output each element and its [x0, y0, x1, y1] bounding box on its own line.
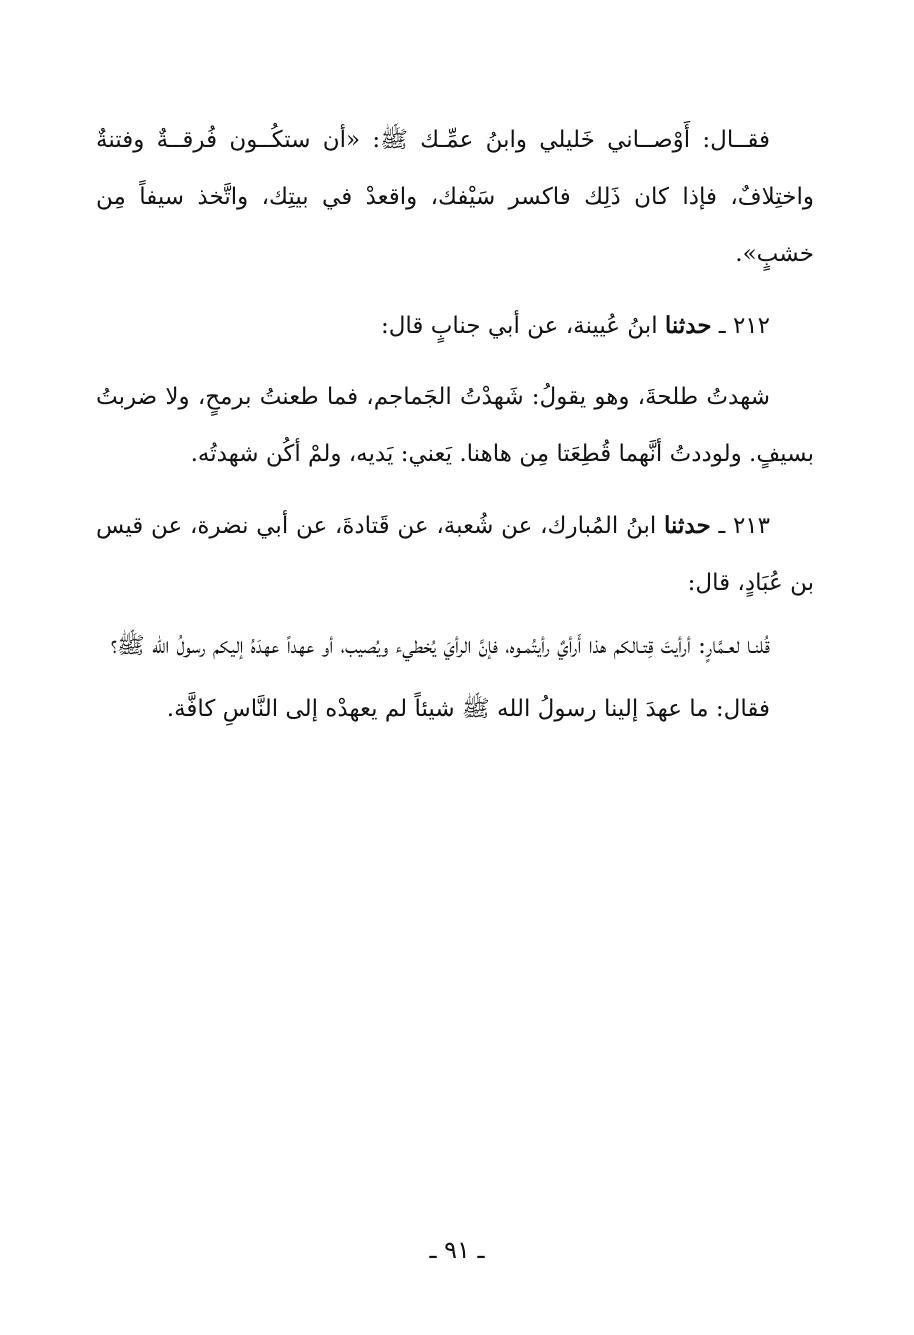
hadith-keyword: حدثنا	[664, 512, 711, 539]
hadith-212-text: شهدتُ طلحةَ، وهو يقولُ: شَهدْتُ الجَماجم، فما طعنتُ برمحٍ، ولا ضربتُ بسيفٍ. ولوددتُ أنَّهما قُطِعَتا مِن هاهنا. يَعني: يَديه، ولمْ أكُن شهدتُه.	[96, 384, 814, 467]
paragraph-narration-end: فقــال: أَوْصــاني خَليلي وابنُ عمِّـك ﷺ: «أن ستكُــون فُرقــةٌ وفتنةٌ واختِلافٌ، فإذا كان ذَلِك فاكسر سَيْفك، واقعدْ في بيتِك، واتَّخذ سيفاً مِن خشبٍ».	[96, 127, 814, 267]
hadith-213-answer: فقال: ما عهدَ إلينا رسولُ الله ﷺ شيئاً لم يعهدْه إلى النَّاسِ كافَّة.	[166, 696, 770, 722]
hadith-chain: ابنُ المُبارك، عن شُعبة، عن قَتادةَ، عن أبي نضرة، عن قيس بن عُبَادٍ، قال:	[96, 513, 814, 596]
hadith-212-heading	[96, 297, 814, 355]
hadith-number: ٢١٢ ـ	[718, 313, 770, 339]
hadith-chain: ابنُ عُيينة، عن أبي جنابٍ قال:	[380, 313, 658, 339]
hadith-keyword: حدثنا	[664, 312, 712, 339]
page-body	[96, 112, 814, 738]
page-number: ـ ٩١ ـ	[429, 1236, 485, 1264]
hadith-number: ٢١٣ ـ	[718, 513, 770, 539]
hadith-213-heading	[96, 497, 814, 612]
hadith-213-question: قُلنـا لعـمَّارٍ: أرأيتَ قِتـالكم هذا أَرأيٌ رأيتُمـوه، فإنَّ الرأيَ يُخطيء ويُصيب، أو عهداً عهدَهُ إليكم رسولُ الله ﷺ؟	[110, 633, 770, 659]
